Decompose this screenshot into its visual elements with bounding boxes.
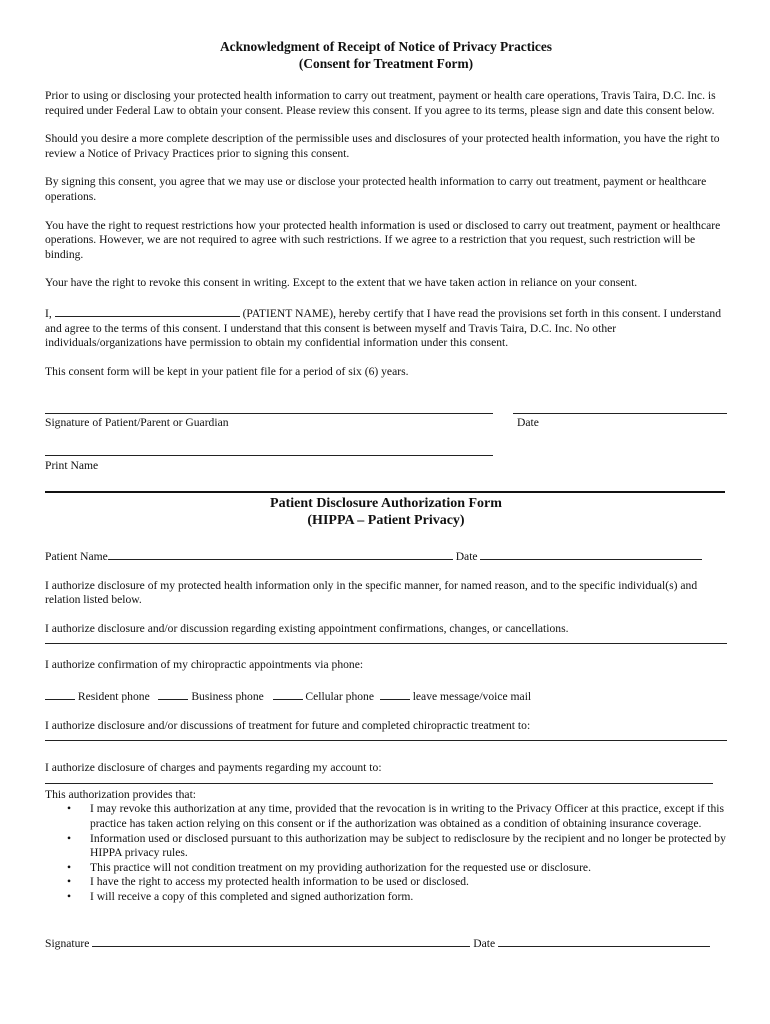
section-divider [45,491,725,493]
cellular-phone-label: Cellular phone [305,689,374,703]
consent-paragraph-retention: This consent form will be kept in your patient file for a period of six (6) years. [45,364,409,378]
consent-title-line2: (Consent for Treatment Form) [298,56,474,71]
auth-signature-field[interactable] [92,935,470,947]
patient-name-row [45,548,727,565]
consent-signature-line[interactable] [45,401,493,414]
consent-date-line[interactable] [513,401,727,414]
consent-paragraph-notice: Should you desire a more complete description of the permissible uses and disclosures of your protected health information, you have the right to review a Notice of Privacy Practices prior to signing this consent. [45,132,720,160]
provision-item: • Information used or disclosed pursuant to this authorization may be subject to redisclosure by the recipient and no longer be protected by HIPPA privacy rules. [67,831,726,860]
treatment-line[interactable] [45,739,727,741]
authorization-section [45,495,727,951]
auth-paragraph-charges: I authorize disclosure of charges and payments regarding my account to: [45,761,382,775]
auth-date-field[interactable] [480,548,702,560]
auth-sig-date-label: Date [473,936,496,950]
charges-line[interactable] [45,782,713,784]
resident-phone-blank[interactable] [45,688,75,700]
auth-paragraph-appointments: I authorize disclosure and/or discussion regarding existing appointment confirmations, changes, or cancellations. [45,621,569,635]
consent-paragraph-restrictions: You have the right to request restrictions how your protected health information is used or disclosed to carry out treatment, payment or healthcare operations. However, we are not required to agree with such restrictions. If we agree to a restriction that you request, such restriction will be binding. [45,218,721,261]
provision-item: • I have the right to access my protected health information to be used or disclosed. [67,875,469,889]
print-name-row [45,443,493,473]
provides-label: This authorization provides that: [45,787,197,801]
business-phone-label: Business phone [191,689,264,703]
auth-paragraph-manner: I authorize disclosure of my protected health information only in the specific manner, for named reason, and to the specific individual(s) and relation listed below. [45,578,698,607]
auth-sig-date-field[interactable] [498,935,710,947]
voicemail-label: leave message/voice mail [412,689,532,703]
phone-options-row [45,688,727,705]
resident-phone-label: Resident phone [77,689,150,703]
certify-text: (PATIENT NAME), hereby certify that I have read the provisions set forth in this consent. I understand and agree to the terms of this consent. I understand that this consent is between myself and Travis Taira, D.C. Inc. No other individuals/organizations have permission to obtain my confidential information under this consent. [45,306,722,350]
appointments-line[interactable] [45,642,727,644]
provisions-list [45,802,727,904]
patient-name-label: Patient Name [45,550,108,563]
consent-paragraph-intro: Prior to using or disclosing your protected health information to carry out treatment, payment or health care operations, Travis Taira, D.C. Inc. is required under Federal Law to obtain your consent. Please review this consent. If you agree to its terms, please sign and date this consent below. [45,89,716,117]
voicemail-blank[interactable] [380,688,410,700]
bullet-icon: • [67,860,72,874]
auth-date-label: Date [455,550,478,563]
print-name-label: Print Name [45,459,99,473]
provision-item: • This practice will not condition treatment on my providing authorization for the requested use or disclosure. [67,860,591,874]
consent-title-line1: Acknowledgment of Receipt of Notice of Privacy Practices [219,39,553,54]
bullet-icon: • [67,831,72,845]
consent-section [45,38,727,473]
provision-item: • I may revoke this authorization at any time, provided that the revocation is in writing to the Privacy Officer at this practice, except if this practice has taken action relying on this consent or if the authorization was obtained as a condition of obtaining insurance coverage. [67,802,725,830]
patient-name-blank[interactable] [55,305,240,317]
provision-item: • I will receive a copy of this completed and signed authorization form. [67,889,414,903]
certify-prefix: I, [45,306,55,320]
consent-signature-label: Signature of Patient/Parent or Guardian [45,416,229,430]
consent-paragraph-revoke: Your have the right to revoke this consent in writing. Except to the extent that we have taken action in reliance on your consent. [45,276,638,290]
consent-date-label: Date [517,416,539,430]
auth-signature-row [45,935,727,952]
auth-signature-label: Signature [45,936,90,950]
auth-paragraph-treatment: I authorize disclosure and/or discussions of treatment for future and completed chiropractic treatment to: [45,718,531,732]
bullet-icon: • [67,889,72,903]
consent-signature-row [45,401,727,430]
bullet-icon: • [67,875,72,889]
auth-paragraph-phone: I authorize confirmation of my chiropractic appointments via phone: [45,658,364,672]
patient-name-field[interactable] [108,548,453,560]
consent-paragraph-certify [45,305,727,351]
bullet-icon: • [67,802,72,816]
cellular-phone-blank[interactable] [273,688,303,700]
auth-title-line2: (HIPPA – Patient Privacy) [307,513,465,528]
consent-paragraph-agree: By signing this consent, you agree that we may use or disclose your protected health information to carry out treatment, payment or healthcare operations. [45,175,707,203]
business-phone-blank[interactable] [158,688,188,700]
auth-title-line1: Patient Disclosure Authorization Form [270,496,502,511]
print-name-line[interactable] [45,443,493,456]
